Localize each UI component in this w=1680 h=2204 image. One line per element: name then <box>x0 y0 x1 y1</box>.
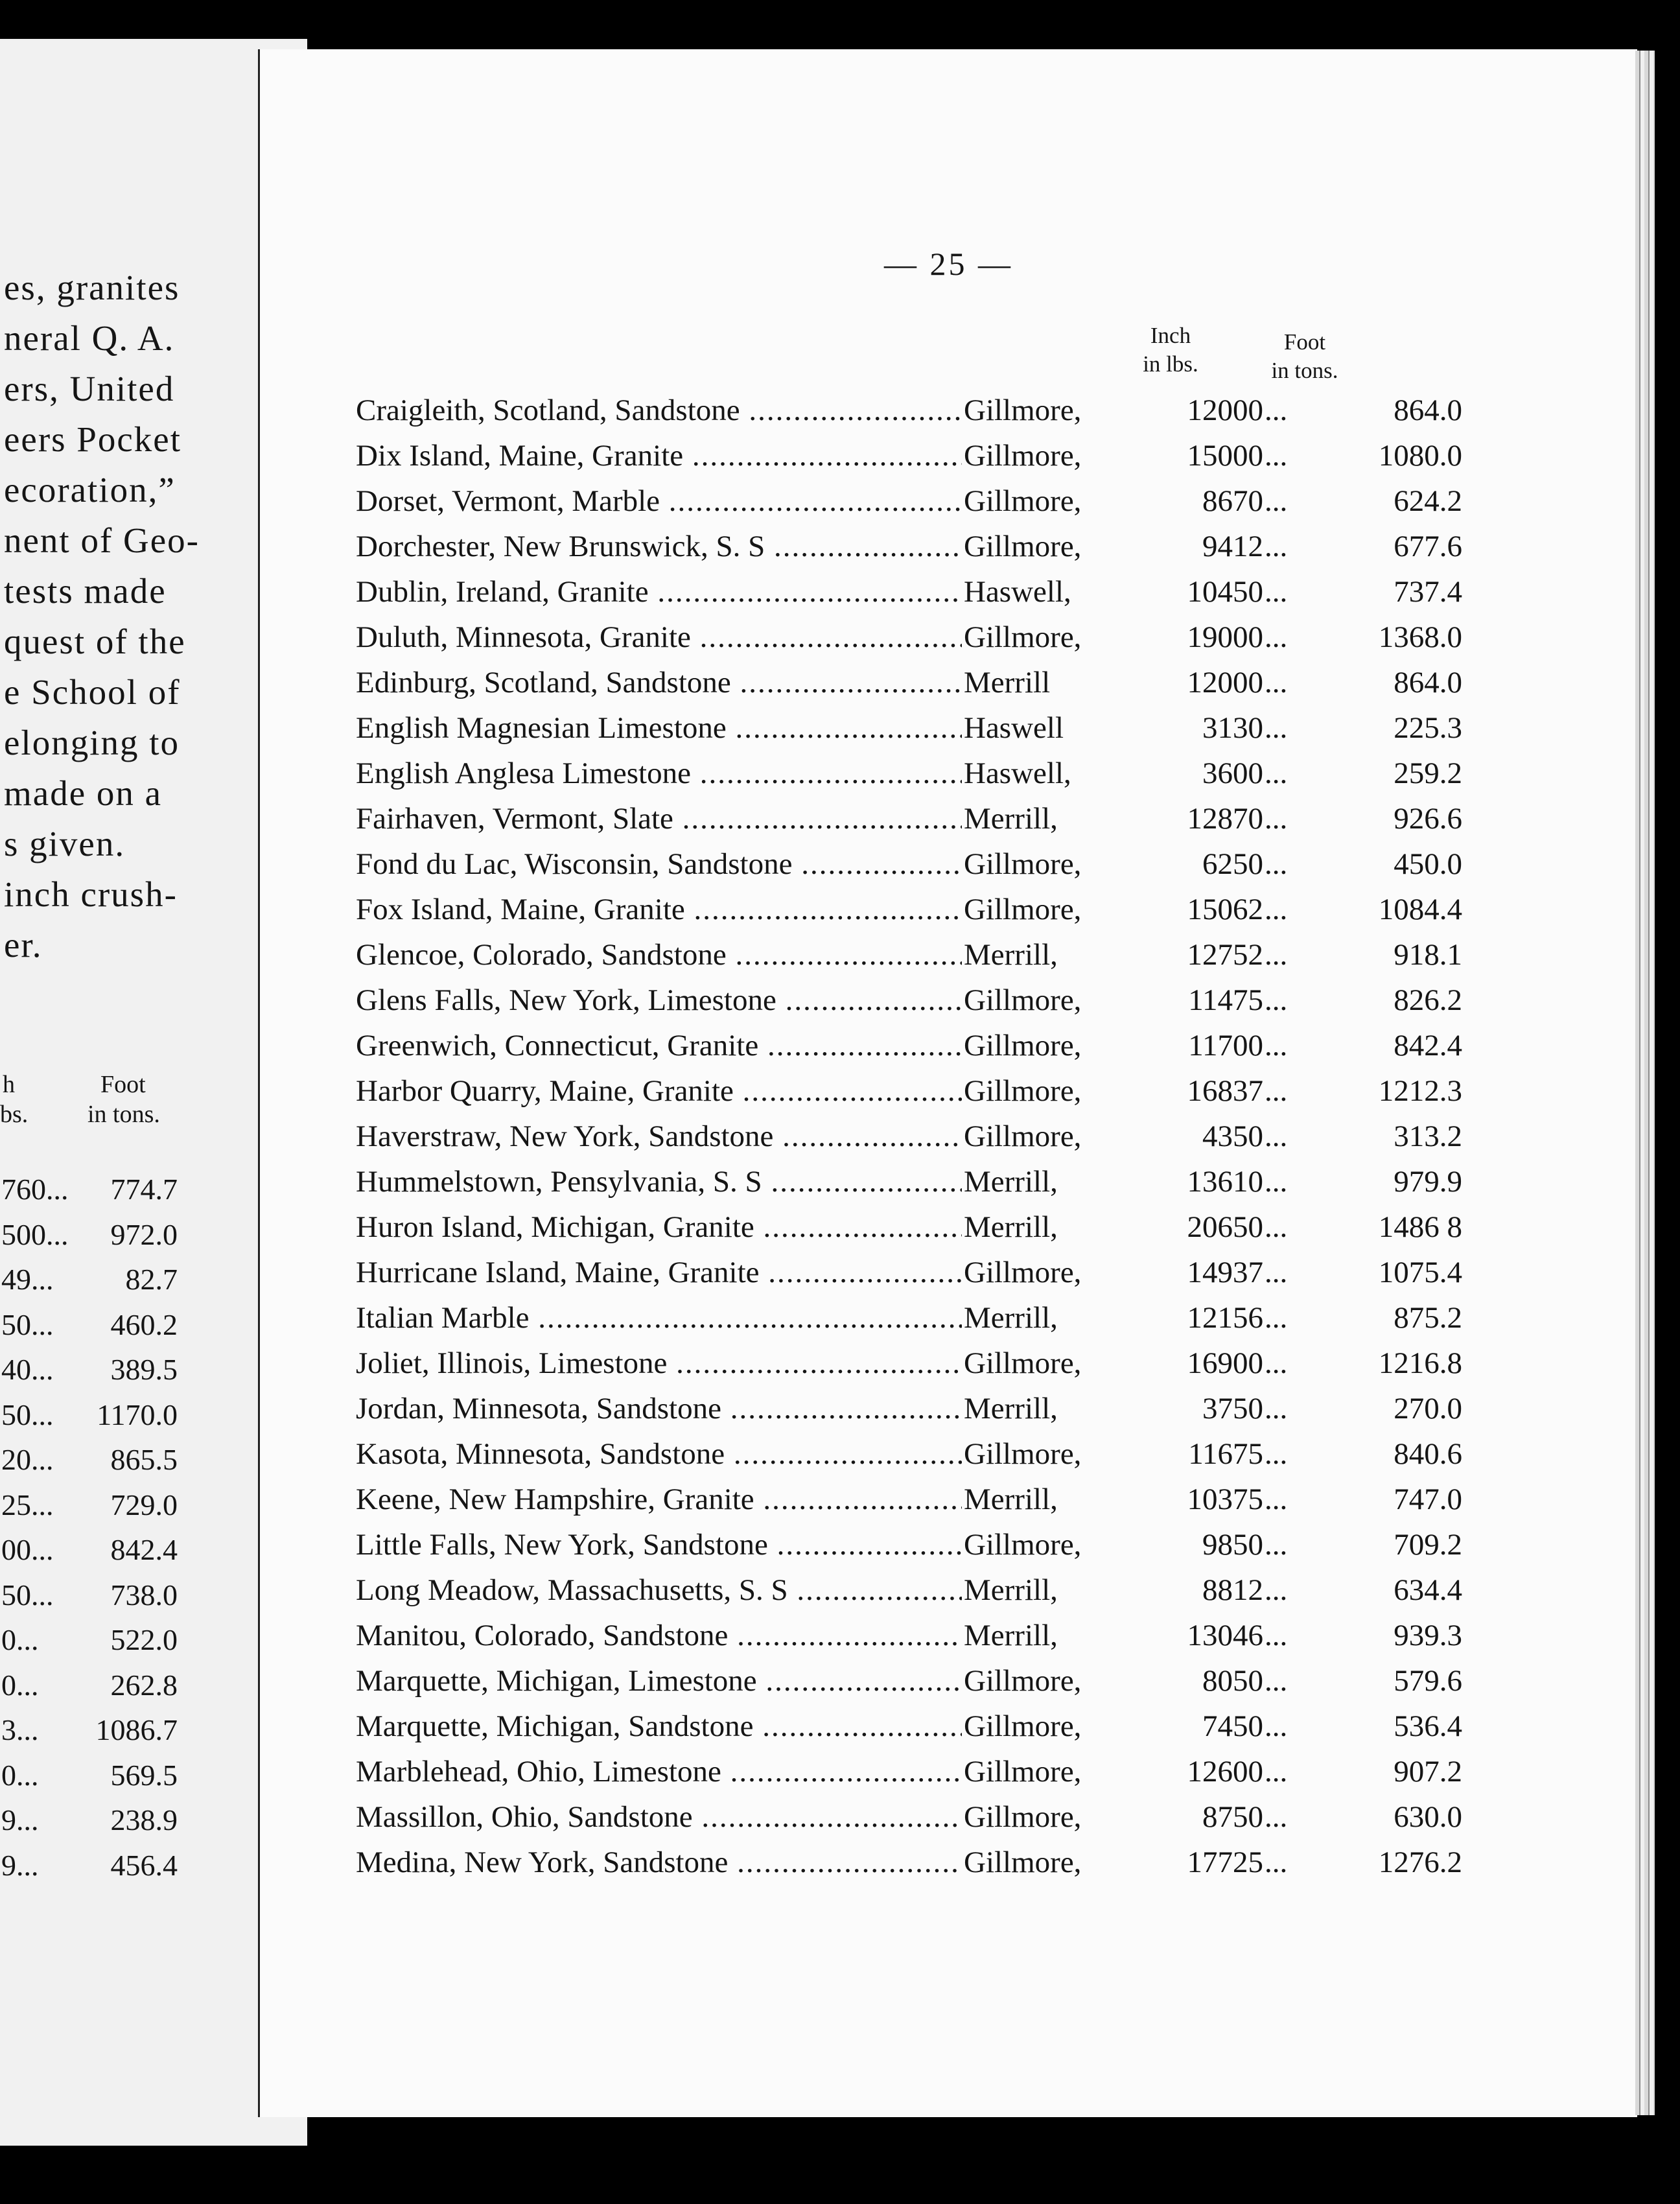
inch-lbs-cell: 12752 <box>1187 938 1263 972</box>
location-cell: Harbor Quarry, Maine, Granite ..... <box>356 1073 962 1108</box>
column-header-line: in lbs. <box>1143 351 1198 377</box>
leader-dots: ... <box>1265 1619 1288 1652</box>
leader-dots: ... <box>1265 802 1288 836</box>
table-row <box>356 484 1620 529</box>
leader-dots: ... <box>1265 847 1288 881</box>
authority-cell: Gillmore, <box>964 393 1082 427</box>
left-lbs: 50... <box>1 1398 54 1431</box>
text-line: ers, United <box>4 369 175 408</box>
location-cell: Fairhaven, Vermont, Slate ..... <box>356 801 962 836</box>
left-tons: 865.5 <box>110 1443 178 1476</box>
leader-dots: ... <box>1265 1573 1288 1607</box>
leader-dots: ... <box>1265 1483 1288 1516</box>
text-line: er. <box>4 925 43 965</box>
foot-tons-cell: 737.4 <box>1394 575 1462 609</box>
authority-cell: Haswell, <box>964 756 1071 790</box>
left-tons: 389.5 <box>110 1353 178 1386</box>
table-row <box>356 1709 1620 1754</box>
foot-tons-cell: 1075.4 <box>1378 1256 1462 1289</box>
table-row <box>356 1436 1620 1482</box>
inch-lbs-cell: 7450 <box>1202 1709 1263 1743</box>
authority-cell: Gillmore, <box>964 1755 1082 1788</box>
inch-lbs-cell: 14937 <box>1187 1256 1263 1289</box>
foot-tons-cell: 677.6 <box>1394 530 1462 563</box>
foot-tons-cell: 270.0 <box>1394 1392 1462 1425</box>
table-row <box>356 1164 1620 1210</box>
location-cell: Keene, New Hampshire, Granite ..... <box>356 1482 962 1517</box>
leader-dots: ... <box>1265 439 1288 473</box>
authority-cell: Gillmore, <box>964 983 1082 1017</box>
leader-dots: ... <box>1265 1709 1288 1743</box>
inch-lbs-cell: 4350 <box>1202 1120 1263 1153</box>
column-header-foot-tons <box>1227 328 1382 385</box>
foot-tons-cell: 875.2 <box>1394 1301 1462 1335</box>
table-row <box>356 1618 1620 1663</box>
leader-dots: ... <box>1265 893 1288 926</box>
authority-cell: Haswell <box>964 711 1064 745</box>
authority-cell: Merrill, <box>964 1165 1058 1199</box>
authority-cell: Gillmore, <box>964 847 1082 881</box>
location-cell: Medina, New York, Sandstone ..... <box>356 1845 962 1880</box>
location-cell: Massillon, Ohio, Sandstone ..... <box>356 1800 962 1835</box>
foot-tons-cell: 979.9 <box>1394 1165 1462 1199</box>
authority-cell: Merrill, <box>964 1619 1058 1652</box>
authority-cell: Gillmore, <box>964 1074 1082 1108</box>
left-lbs: 50... <box>1 1578 54 1612</box>
column-header-line: Inch <box>1150 323 1191 348</box>
authority-cell: Gillmore, <box>964 1528 1082 1562</box>
table-row <box>356 847 1620 892</box>
authority-cell: Gillmore, <box>964 620 1082 654</box>
foot-tons-cell: 579.6 <box>1394 1664 1462 1698</box>
foot-tons-cell: 1276.2 <box>1378 1846 1462 1879</box>
table-row <box>356 937 1620 983</box>
inch-lbs-cell: 20650 <box>1187 1210 1263 1244</box>
foot-tons-cell: 747.0 <box>1394 1483 1462 1516</box>
leader-dots: ... <box>1265 1437 1288 1471</box>
left-tons: 774.7 <box>110 1173 178 1206</box>
foot-tons-cell: 826.2 <box>1394 983 1462 1017</box>
authority-cell: Merrill, <box>964 1392 1058 1425</box>
location-cell: Fond du Lac, Wisconsin, Sandstone ..... <box>356 847 962 882</box>
left-tons: 456.4 <box>110 1848 178 1882</box>
location-cell: English Magnesian Limestone ..... <box>356 710 962 745</box>
foot-tons-cell: 630.0 <box>1394 1800 1462 1834</box>
text-line: es, granites <box>4 268 180 307</box>
foot-tons-cell: 1486 8 <box>1378 1210 1462 1244</box>
location-cell: Haverstraw, New York, Sandstone ..... <box>356 1119 962 1154</box>
foot-tons-cell: 1080.0 <box>1378 439 1462 473</box>
leader-dots: ... <box>1265 756 1288 790</box>
table-row <box>356 574 1620 620</box>
location-cell: Duluth, Minnesota, Granite ..... <box>356 620 962 655</box>
table-row <box>356 393 1620 438</box>
foot-tons-cell: 1368.0 <box>1378 620 1462 654</box>
inch-lbs-cell: 3750 <box>1202 1392 1263 1425</box>
left-head-lbs-1: h <box>3 1071 15 1098</box>
text-line: e School of <box>4 672 181 712</box>
location-cell: Italian Marble ..... <box>356 1300 962 1335</box>
inch-lbs-cell: 8050 <box>1202 1664 1263 1698</box>
inch-lbs-cell: 16837 <box>1187 1074 1263 1108</box>
left-lbs: 50... <box>1 1307 54 1341</box>
inch-lbs-cell: 11475 <box>1188 983 1263 1017</box>
location-cell: Fox Island, Maine, Granite ..... <box>356 892 962 927</box>
location-cell: Marquette, Michigan, Limestone ..... <box>356 1663 962 1698</box>
left-tons: 522.0 <box>110 1623 178 1656</box>
authority-cell: Merrill, <box>964 1210 1058 1244</box>
foot-tons-cell: 926.6 <box>1394 802 1462 836</box>
authority-cell: Gillmore, <box>964 1256 1082 1289</box>
location-cell: Joliet, Illinois, Limestone ..... <box>356 1346 962 1381</box>
left-tons: 972.0 <box>110 1217 178 1251</box>
location-cell: Dorchester, New Brunswick, S. S ..... <box>356 529 962 564</box>
table-row <box>356 1346 1620 1391</box>
table-row <box>356 710 1620 756</box>
location-cell: Dorset, Vermont, Marble ..... <box>356 484 962 519</box>
inch-lbs-cell: 9850 <box>1202 1528 1263 1562</box>
leader-dots: ... <box>1265 393 1288 427</box>
left-lbs: 00... <box>1 1533 54 1566</box>
table-row <box>356 1845 1620 1890</box>
table-row <box>356 1073 1620 1119</box>
location-cell: Hurricane Island, Maine, Granite ..... <box>356 1255 962 1290</box>
table-row <box>356 1119 1620 1164</box>
left-lbs: 25... <box>1 1488 54 1521</box>
table-row <box>356 438 1620 484</box>
left-tons: 238.9 <box>110 1803 178 1836</box>
leader-dots: ... <box>1265 575 1288 609</box>
table-row <box>356 1210 1620 1255</box>
left-lbs: 40... <box>1 1353 54 1386</box>
foot-tons-cell: 1084.4 <box>1378 893 1462 926</box>
left-lbs: 0... <box>1 1758 39 1792</box>
left-lbs: 500... <box>1 1217 69 1251</box>
inch-lbs-cell: 19000 <box>1187 620 1263 654</box>
location-cell: English Anglesa Limestone ..... <box>356 756 962 791</box>
leader-dots: ... <box>1265 1074 1288 1108</box>
table-row <box>356 1255 1620 1300</box>
authority-cell: Merrill <box>964 666 1051 699</box>
table-row <box>356 801 1620 847</box>
table-row <box>356 1754 1620 1800</box>
location-cell: Kasota, Minnesota, Sandstone ..... <box>356 1436 962 1471</box>
foot-tons-cell: 842.4 <box>1394 1029 1462 1062</box>
leader-dots: ... <box>1265 1029 1288 1062</box>
left-tons: 460.2 <box>110 1307 178 1341</box>
inch-lbs-cell: 13610 <box>1187 1165 1263 1199</box>
authority-cell: Haswell, <box>964 575 1071 609</box>
page-edge <box>1635 51 1655 2115</box>
left-head-tons-1: Foot <box>100 1071 146 1098</box>
authority-cell: Merrill, <box>964 802 1058 836</box>
foot-tons-cell: 313.2 <box>1394 1120 1462 1153</box>
table-row <box>356 756 1620 801</box>
text-line: ecoration,” <box>4 470 176 510</box>
foot-tons-cell: 624.2 <box>1394 484 1462 518</box>
authority-cell: Merrill, <box>964 938 1058 972</box>
inch-lbs-cell: 17725 <box>1187 1846 1263 1879</box>
column-header-inch-lbs <box>1115 322 1226 379</box>
left-lbs: 0... <box>1 1623 39 1656</box>
table-row <box>356 620 1620 665</box>
left-tons: 842.4 <box>110 1533 178 1566</box>
leader-dots: ... <box>1265 1755 1288 1788</box>
leader-dots: ... <box>1265 711 1288 745</box>
leader-dots: ... <box>1265 530 1288 563</box>
leader-dots: ... <box>1265 1120 1288 1153</box>
location-cell: Marblehead, Ohio, Limestone ..... <box>356 1754 962 1789</box>
left-tons: 262.8 <box>110 1668 178 1702</box>
inch-lbs-cell: 11700 <box>1188 1029 1263 1062</box>
inch-lbs-cell: 15062 <box>1187 893 1263 926</box>
inch-lbs-cell: 12156 <box>1187 1301 1263 1335</box>
table-row <box>356 529 1620 574</box>
inch-lbs-cell: 12870 <box>1187 802 1263 836</box>
leader-dots: ... <box>1265 1301 1288 1335</box>
foot-tons-cell: 840.6 <box>1394 1437 1462 1471</box>
left-head-lbs-2: bs. <box>0 1101 29 1128</box>
table-row <box>356 1800 1620 1845</box>
authority-cell: Gillmore, <box>964 1709 1082 1743</box>
table-row <box>356 1482 1620 1527</box>
left-lbs: 3... <box>1 1713 39 1746</box>
left-tons: 729.0 <box>110 1488 178 1521</box>
authority-cell: Gillmore, <box>964 1120 1082 1153</box>
foot-tons-cell: 225.3 <box>1394 711 1462 745</box>
leader-dots: ... <box>1265 1528 1288 1562</box>
leader-dots: ... <box>1265 484 1288 518</box>
location-cell: Little Falls, New York, Sandstone ..... <box>356 1527 962 1562</box>
page-number: — 25 — <box>884 246 1013 282</box>
foot-tons-cell: 709.2 <box>1394 1528 1462 1562</box>
leader-dots: ... <box>1265 1664 1288 1698</box>
foot-tons-cell: 259.2 <box>1394 756 1462 790</box>
leader-dots: ... <box>1265 1165 1288 1199</box>
table-row <box>356 1028 1620 1073</box>
foot-tons-cell: 907.2 <box>1394 1755 1462 1788</box>
table-row <box>356 1573 1620 1618</box>
inch-lbs-cell: 8670 <box>1202 484 1263 518</box>
text-line: eers Pocket <box>4 419 181 459</box>
left-tons: 1086.7 <box>95 1713 178 1746</box>
inch-lbs-cell: 12000 <box>1187 666 1263 699</box>
table-row <box>356 1663 1620 1709</box>
foot-tons-cell: 939.3 <box>1394 1619 1462 1652</box>
left-lbs: 9... <box>1 1848 39 1882</box>
column-header-line: Foot <box>1283 329 1326 355</box>
location-cell: Huron Island, Michigan, Granite ..... <box>356 1210 962 1245</box>
location-cell: Edinburg, Scotland, Sandstone ..... <box>356 665 962 700</box>
table-row <box>356 1391 1620 1436</box>
foot-tons-cell: 864.0 <box>1394 666 1462 699</box>
inch-lbs-cell: 10375 <box>1187 1483 1263 1516</box>
table-row <box>356 1300 1620 1346</box>
text-line: quest of the <box>4 622 186 661</box>
location-cell: Glens Falls, New York, Limestone ..... <box>356 983 962 1018</box>
authority-cell: Gillmore, <box>964 1346 1082 1380</box>
left-head-tons-2: in tons. <box>88 1101 160 1128</box>
left-tons: 569.5 <box>110 1758 178 1792</box>
leader-dots: ... <box>1265 1256 1288 1289</box>
inch-lbs-cell: 13046 <box>1187 1619 1263 1652</box>
leader-dots: ... <box>1265 1210 1288 1244</box>
leader-dots: ... <box>1265 983 1288 1017</box>
authority-cell: Merrill, <box>964 1483 1058 1516</box>
location-cell: Manitou, Colorado, Sandstone ..... <box>356 1618 962 1653</box>
location-cell: Craigleith, Scotland, Sandstone ..... <box>356 393 962 428</box>
text-line: nent of Geo- <box>4 521 200 560</box>
crushing-strength-table <box>356 393 1620 1890</box>
authority-cell: Gillmore, <box>964 1800 1082 1834</box>
left-lbs: 0... <box>1 1668 39 1702</box>
inch-lbs-cell: 12600 <box>1187 1755 1263 1788</box>
table-row <box>356 1527 1620 1573</box>
left-tons: 1170.0 <box>97 1398 178 1431</box>
foot-tons-cell: 918.1 <box>1394 938 1462 972</box>
text-line: s given. <box>4 824 126 863</box>
location-cell: Hummelstown, Pensylvania, S. S ..... <box>356 1164 962 1199</box>
location-cell: Glencoe, Colorado, Sandstone ..... <box>356 937 962 972</box>
text-line: neral Q. A. <box>4 318 175 358</box>
inch-lbs-cell: 3600 <box>1202 756 1263 790</box>
inch-lbs-cell: 10450 <box>1187 575 1263 609</box>
inch-lbs-cell: 8812 <box>1202 1573 1263 1607</box>
leader-dots: ... <box>1265 1346 1288 1380</box>
leader-dots: ... <box>1265 1392 1288 1425</box>
right-page <box>258 49 1637 2117</box>
left-tons: 82.7 <box>125 1263 178 1296</box>
inch-lbs-cell: 8750 <box>1202 1800 1263 1834</box>
location-cell: Dix Island, Maine, Granite ..... <box>356 438 962 473</box>
location-cell: Marquette, Michigan, Sandstone ..... <box>356 1709 962 1744</box>
foot-tons-cell: 864.0 <box>1394 393 1462 427</box>
location-cell: Long Meadow, Massachusetts, S. S ..... <box>356 1573 962 1608</box>
location-cell: Dublin, Ireland, Granite ..... <box>356 574 962 609</box>
authority-cell: Gillmore, <box>964 1437 1082 1471</box>
authority-cell: Gillmore, <box>964 1029 1082 1062</box>
inch-lbs-cell: 16900 <box>1187 1346 1263 1380</box>
table-row <box>356 983 1620 1028</box>
authority-cell: Merrill, <box>964 1573 1058 1607</box>
table-row <box>356 665 1620 710</box>
foot-tons-cell: 450.0 <box>1394 847 1462 881</box>
authority-cell: Gillmore, <box>964 439 1082 473</box>
foot-tons-cell: 634.4 <box>1394 1573 1462 1607</box>
column-header-line: in tons. <box>1271 358 1338 383</box>
authority-cell: Gillmore, <box>964 484 1082 518</box>
leader-dots: ... <box>1265 938 1288 972</box>
inch-lbs-cell: 6250 <box>1202 847 1263 881</box>
location-cell: Jordan, Minnesota, Sandstone ..... <box>356 1391 962 1426</box>
inch-lbs-cell: 9412 <box>1202 530 1263 563</box>
leader-dots: ... <box>1265 1800 1288 1834</box>
left-tons: 738.0 <box>110 1578 178 1612</box>
authority-cell: Gillmore, <box>964 1664 1082 1698</box>
inch-lbs-cell: 11675 <box>1188 1437 1263 1471</box>
left-lbs: 49... <box>1 1263 54 1296</box>
leader-dots: ... <box>1265 1846 1288 1879</box>
inch-lbs-cell: 12000 <box>1187 393 1263 427</box>
text-line: inch crush- <box>4 874 178 914</box>
authority-cell: Gillmore, <box>964 893 1082 926</box>
left-lbs: 20... <box>1 1443 54 1476</box>
left-lbs: 760... <box>1 1173 69 1206</box>
authority-cell: Merrill, <box>964 1301 1058 1335</box>
text-line: elonging to <box>4 723 180 762</box>
authority-cell: Gillmore, <box>964 1846 1082 1879</box>
inch-lbs-cell: 3130 <box>1202 711 1263 745</box>
left-lbs: 9... <box>1 1803 39 1836</box>
foot-tons-cell: 1216.8 <box>1378 1346 1462 1380</box>
text-line: tests made <box>4 571 167 611</box>
authority-cell: Gillmore, <box>964 530 1082 563</box>
leader-dots: ... <box>1265 666 1288 699</box>
inch-lbs-cell: 15000 <box>1187 439 1263 473</box>
leader-dots: ... <box>1265 620 1288 654</box>
foot-tons-cell: 536.4 <box>1394 1709 1462 1743</box>
foot-tons-cell: 1212.3 <box>1378 1074 1462 1108</box>
text-line: made on a <box>4 773 163 813</box>
location-cell: Greenwich, Connecticut, Granite ..... <box>356 1028 962 1063</box>
table-row <box>356 892 1620 937</box>
